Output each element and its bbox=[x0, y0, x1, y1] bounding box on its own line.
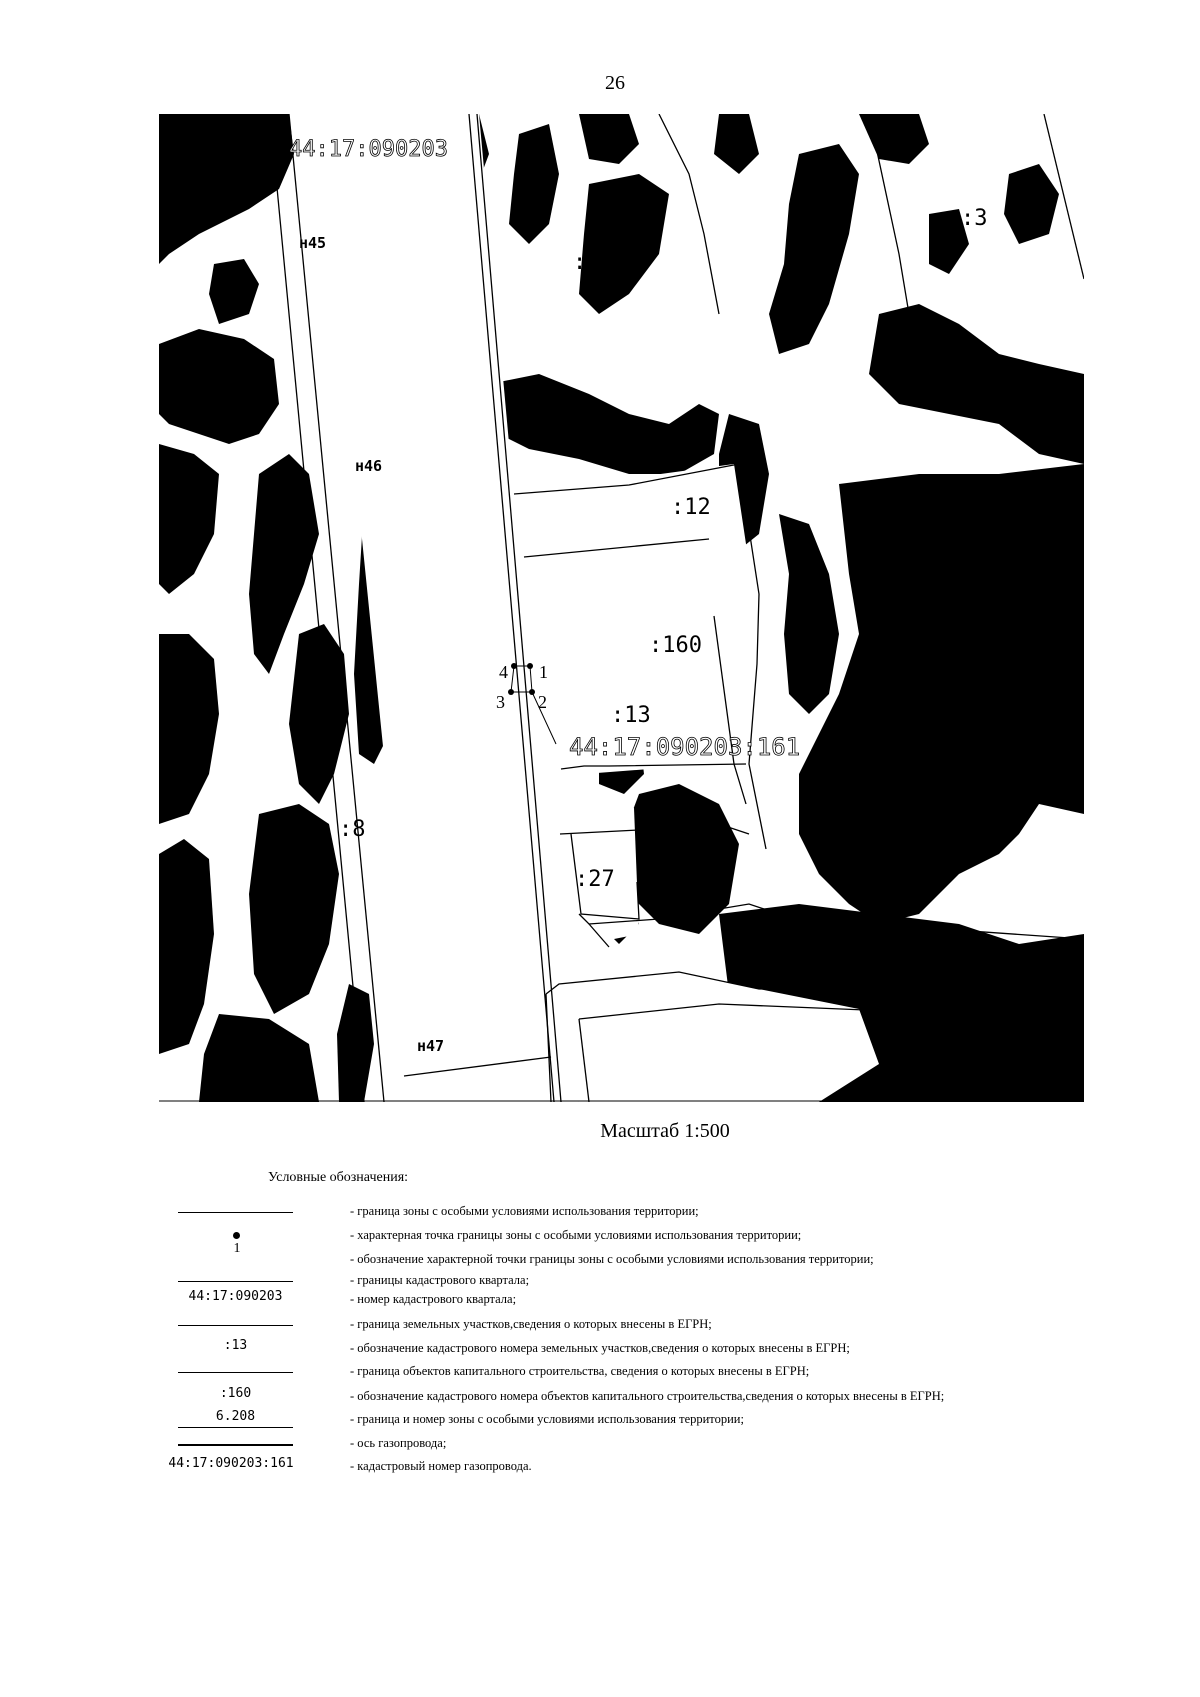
legend-text-zone-boundary: - граница зоны с особыми условиями использования территории; bbox=[350, 1204, 699, 1218]
zone-label-n47: н47 bbox=[417, 1037, 445, 1055]
legend-symbol-gas-number: 44:17:090203:161 bbox=[168, 1456, 294, 1471]
parcel-label-8: :8 bbox=[339, 817, 366, 842]
legend-symbol-building-boundary bbox=[178, 1372, 293, 1373]
point-label-4: 4 bbox=[499, 662, 508, 682]
page-number: 26 bbox=[605, 72, 625, 94]
parcel-label-3: :3 bbox=[961, 206, 988, 231]
legend-symbol-zone-number: 6.208 bbox=[215, 1409, 256, 1424]
legend-text-quarter-number: - номер кадастрового квартала; bbox=[350, 1292, 517, 1306]
legend-text-parcel-number: - обозначение кадастрового номера земельных участков,сведения о которых внесены в ЕГРН; bbox=[350, 1341, 850, 1355]
legend-text-parcel-boundary: - граница земельных участков,сведения о которых внесены в ЕГРН; bbox=[350, 1317, 712, 1331]
zone-label-n46: н46 bbox=[355, 457, 383, 475]
legend-symbol-building-number: :160 bbox=[219, 1386, 252, 1401]
legend-symbol-zone-line bbox=[178, 1427, 293, 1428]
legend-text-building-number: - обозначение кадастрового номера объектов капитального строительства,сведения о которых внесены в ЕГРН; bbox=[350, 1389, 945, 1403]
parcel-label-27: :27 bbox=[575, 867, 615, 892]
parcel-label-1: :1 bbox=[573, 250, 600, 275]
legend-symbol-point-number: 1 bbox=[233, 1241, 241, 1256]
north-label: С bbox=[175, 147, 188, 171]
legend-text-quarter-boundary: - границы кадастрового квартала; bbox=[350, 1273, 530, 1287]
legend-text-point: - характерная точка границы зоны с особыми условиями использования территории; bbox=[350, 1228, 802, 1242]
point-label-2: 2 bbox=[538, 692, 547, 712]
legend-title: Условные обозначения: bbox=[268, 1170, 409, 1185]
legend-text-building-boundary: - граница объектов капитального строительства, сведения о которых внесены в ЕГРН; bbox=[350, 1364, 810, 1378]
gas-pipeline-number: 44:17:090203:161 bbox=[569, 733, 801, 761]
legend-symbol-parcel-number: :13 bbox=[223, 1338, 248, 1353]
building-label-160: :160 bbox=[649, 633, 702, 658]
legend-symbol-parcel-boundary bbox=[178, 1325, 293, 1326]
legend-symbol-zone-boundary bbox=[178, 1212, 293, 1213]
point-label-3: 3 bbox=[496, 692, 505, 712]
parcel-label-13: :13 bbox=[611, 703, 651, 728]
map-scale: Масштаб 1:500 bbox=[600, 1120, 730, 1142]
legend-text-gas-number: - кадастровый номер газопровода. bbox=[350, 1459, 532, 1473]
legend-symbol-quarter-boundary bbox=[178, 1281, 293, 1282]
legend-text-gas-axis: - ось газопровода; bbox=[350, 1436, 447, 1450]
legend-text-point-label: - обозначение характерной точки границы зоны с особыми условиями использования территории; bbox=[350, 1252, 874, 1266]
zone-label-n45: н45 bbox=[299, 234, 327, 252]
legend-text-zone-number: - граница и номер зоны с особыми условиями использования территории; bbox=[350, 1412, 744, 1426]
legend-symbol-gas-axis bbox=[178, 1444, 293, 1446]
point-label-1: 1 bbox=[539, 662, 548, 682]
quarter-number: 44:17:090203 bbox=[289, 137, 448, 162]
legend-symbol-point bbox=[233, 1232, 240, 1239]
legend-symbol-quarter-number: 44:17:090203 bbox=[188, 1289, 283, 1304]
parcel-label-12: :12 bbox=[671, 495, 711, 520]
cadastral-map bbox=[159, 114, 1084, 1102]
